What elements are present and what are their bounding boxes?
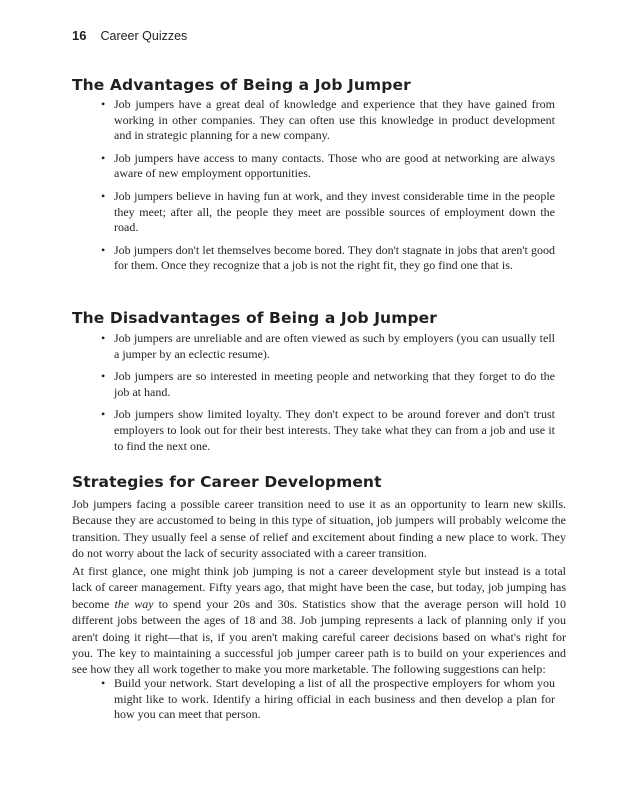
bullet-icon: • bbox=[101, 150, 106, 165]
body-paragraph: Job jumpers facing a possible career transition need to use it as an opportunity to learn new skills. Because they are accustomed to being in this type of situation, job jumpers will probably welcome the transition. They usually feel a sense of relief and excitement about finding a new place to work. They do not worry about the lack of security associated with a career transition. bbox=[72, 497, 566, 561]
body-paragraph bbox=[72, 563, 566, 678]
list-item bbox=[100, 243, 555, 274]
bullet-icon: • bbox=[101, 188, 106, 203]
section-title-advantages: The Advantages of Being a Job Jumper bbox=[72, 76, 411, 94]
list-item bbox=[100, 151, 555, 182]
bullet-icon: • bbox=[101, 407, 106, 422]
list-item bbox=[100, 97, 555, 144]
bullet-icon: • bbox=[101, 97, 106, 111]
list-item bbox=[100, 369, 555, 400]
bullet-icon: • bbox=[101, 369, 106, 384]
disadvantages-list bbox=[100, 331, 555, 454]
section-title-strategies: Strategies for Career Development bbox=[72, 473, 382, 491]
list-item-text: Job jumpers are so interested in meeting people and networking that they forget to do the job at hand. bbox=[114, 369, 555, 399]
list-item bbox=[100, 407, 555, 454]
strategies-list bbox=[100, 676, 555, 723]
section-title-disadvantages: The Disadvantages of Being a Job Jumper bbox=[72, 309, 437, 327]
running-title: Career Quizzes bbox=[100, 29, 188, 43]
list-item-text: Job jumpers have access to many contacts. Those who are good at networking are always aware of new employment opportunities. bbox=[114, 150, 555, 181]
list-item-text: Job jumpers don't let themselves become bored. They don't stagnate in jobs that aren't good for them. Once they recognize that a job is not the right fit, they go find one that is. bbox=[114, 242, 555, 273]
list-item-text: Job jumpers show limited loyalty. They don't expect to be around forever and don't trust employers to look out for their best interests. They take what they can from a job and use it to find the next one. bbox=[114, 407, 555, 453]
list-item bbox=[100, 189, 555, 236]
paragraph-text: to spend your 20s and 30s. Statistics show that the average person will hold 10 different jobs between the ages of 18 and 38. Job jumping represents a lack of planning only if you aren't doing it right—that is, if you aren't making careful career decisions based on what's right for you. The key to maintaining a successful job jumper career path is to build on your experiences and see how they all work together to make you more marketable. The following suggestions can help: bbox=[72, 596, 566, 677]
list-item-text: Build your network. Start developing a list of all the prospective employers for whom you might like to work. Identify a hiring official in each business and then develop a plan for how you can meet that person. bbox=[114, 676, 555, 722]
list-item-text: Job jumpers believe in having fun at work, and they invest considerable time in the people they meet; after all, the people they meet are possible sources of employment down the road. bbox=[114, 188, 555, 235]
bullet-icon: • bbox=[101, 676, 106, 690]
bullet-icon: • bbox=[101, 331, 106, 345]
bullet-icon: • bbox=[101, 242, 106, 257]
list-item-text: Job jumpers have a great deal of knowledge and experience that they have gained from working in other companies. They can often use this knowledge in product development and in strategic planning for a new company. bbox=[114, 97, 555, 143]
emphasized-text: the way bbox=[114, 596, 154, 611]
list-item-text: Job jumpers are unreliable and are often viewed as such by employers (you can usually tell a jumper by an eclectic resume). bbox=[114, 331, 555, 361]
running-header bbox=[72, 28, 187, 44]
advantages-list bbox=[100, 97, 555, 274]
list-item bbox=[100, 676, 555, 723]
paragraph-text: At first glance, one might think job jumping is not a career development style but instead is a total lack of career management. Fifty years ago, that might have been the case, but today, job jumping has become bbox=[72, 564, 566, 611]
list-item bbox=[100, 331, 555, 362]
page-number: 16 bbox=[72, 28, 87, 43]
